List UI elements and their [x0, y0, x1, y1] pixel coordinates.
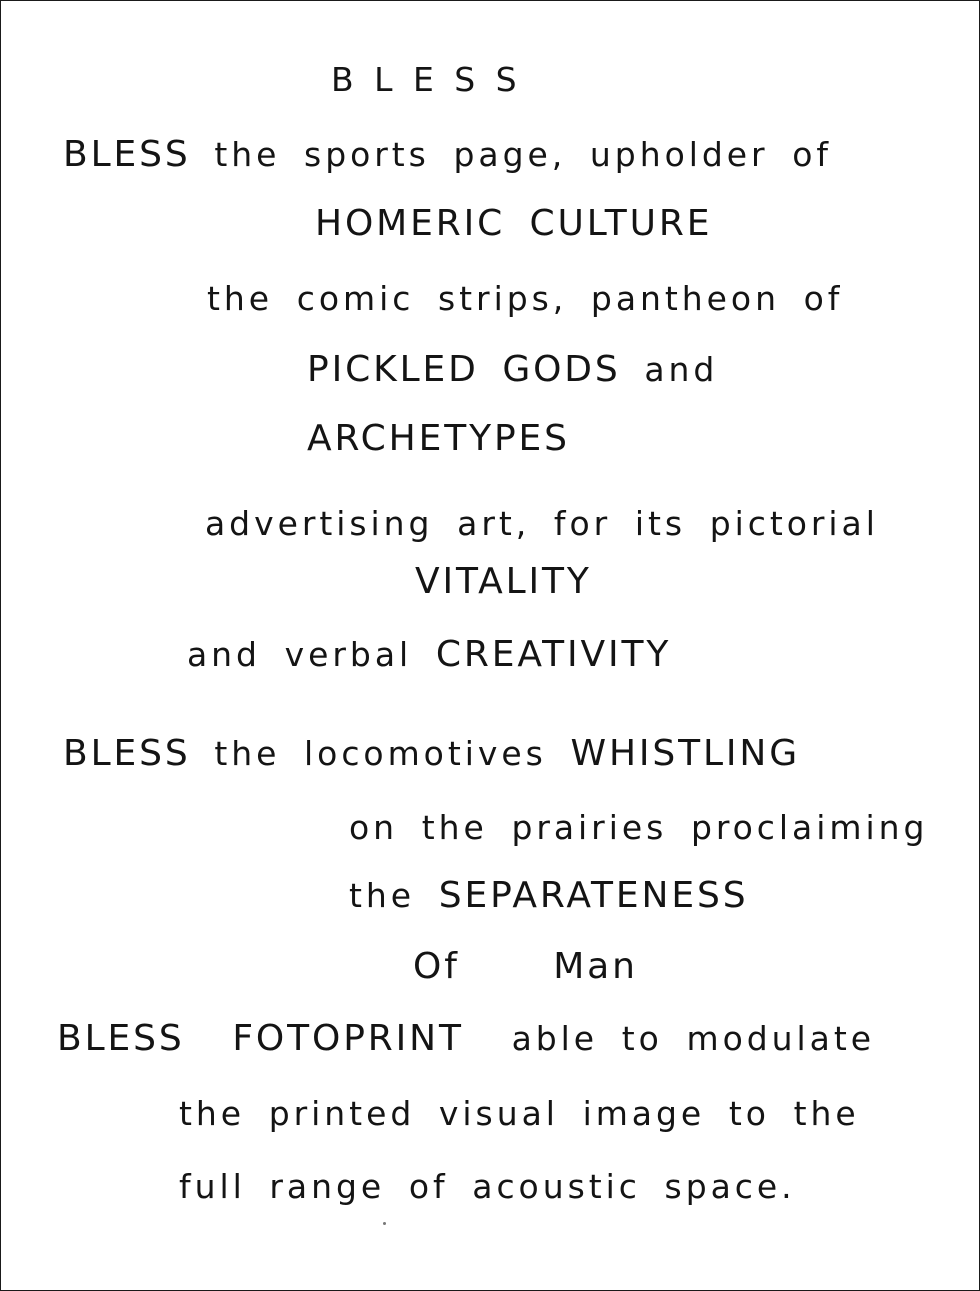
line-text: and [644, 350, 719, 389]
poem-line-14: the printed visual image to the [179, 1094, 860, 1133]
line-caps: FOTOPRINT [232, 1018, 464, 1059]
bless-word: BLESS [63, 733, 191, 774]
bless-word: BLESS [63, 134, 191, 175]
poem-line-3: the comic strips, pantheon of [207, 279, 844, 318]
poem-line-7: VITALITY [415, 561, 592, 602]
line-text: and verbal [187, 635, 413, 674]
poem-line-12: Of Man [413, 946, 638, 987]
poem-line-5: ARCHETYPES [307, 418, 570, 459]
poem-line-8 [187, 636, 671, 674]
line-caps: PICKLED GODS [307, 349, 621, 390]
poem-line-10: on the prairies proclaiming [349, 808, 929, 847]
poem-line-11 [349, 877, 748, 915]
ink-speck [383, 1222, 386, 1225]
poem-line-1 [63, 136, 832, 174]
line-caps: CREATIVITY [435, 634, 672, 675]
poem-line-6: advertising art, for its pictorial [205, 504, 879, 543]
poem-line-9 [63, 735, 800, 773]
poem-line-4 [307, 351, 718, 389]
line-caps: WHISTLING [570, 733, 801, 774]
poem-line-2: HOMERIC CULTURE [315, 203, 713, 244]
line-text: the [349, 876, 416, 915]
line-text: able to modulate [511, 1019, 875, 1058]
line-caps: SEPARATENESS [438, 875, 749, 916]
poem-title: BLESS [331, 60, 538, 99]
poem-line-13 [57, 1020, 875, 1058]
bless-word: BLESS [57, 1018, 185, 1059]
line-text: the sports page, upholder of [214, 135, 832, 174]
line-text: the locomotives [214, 734, 547, 773]
poem-line-15: full range of acoustic space. [179, 1167, 796, 1206]
